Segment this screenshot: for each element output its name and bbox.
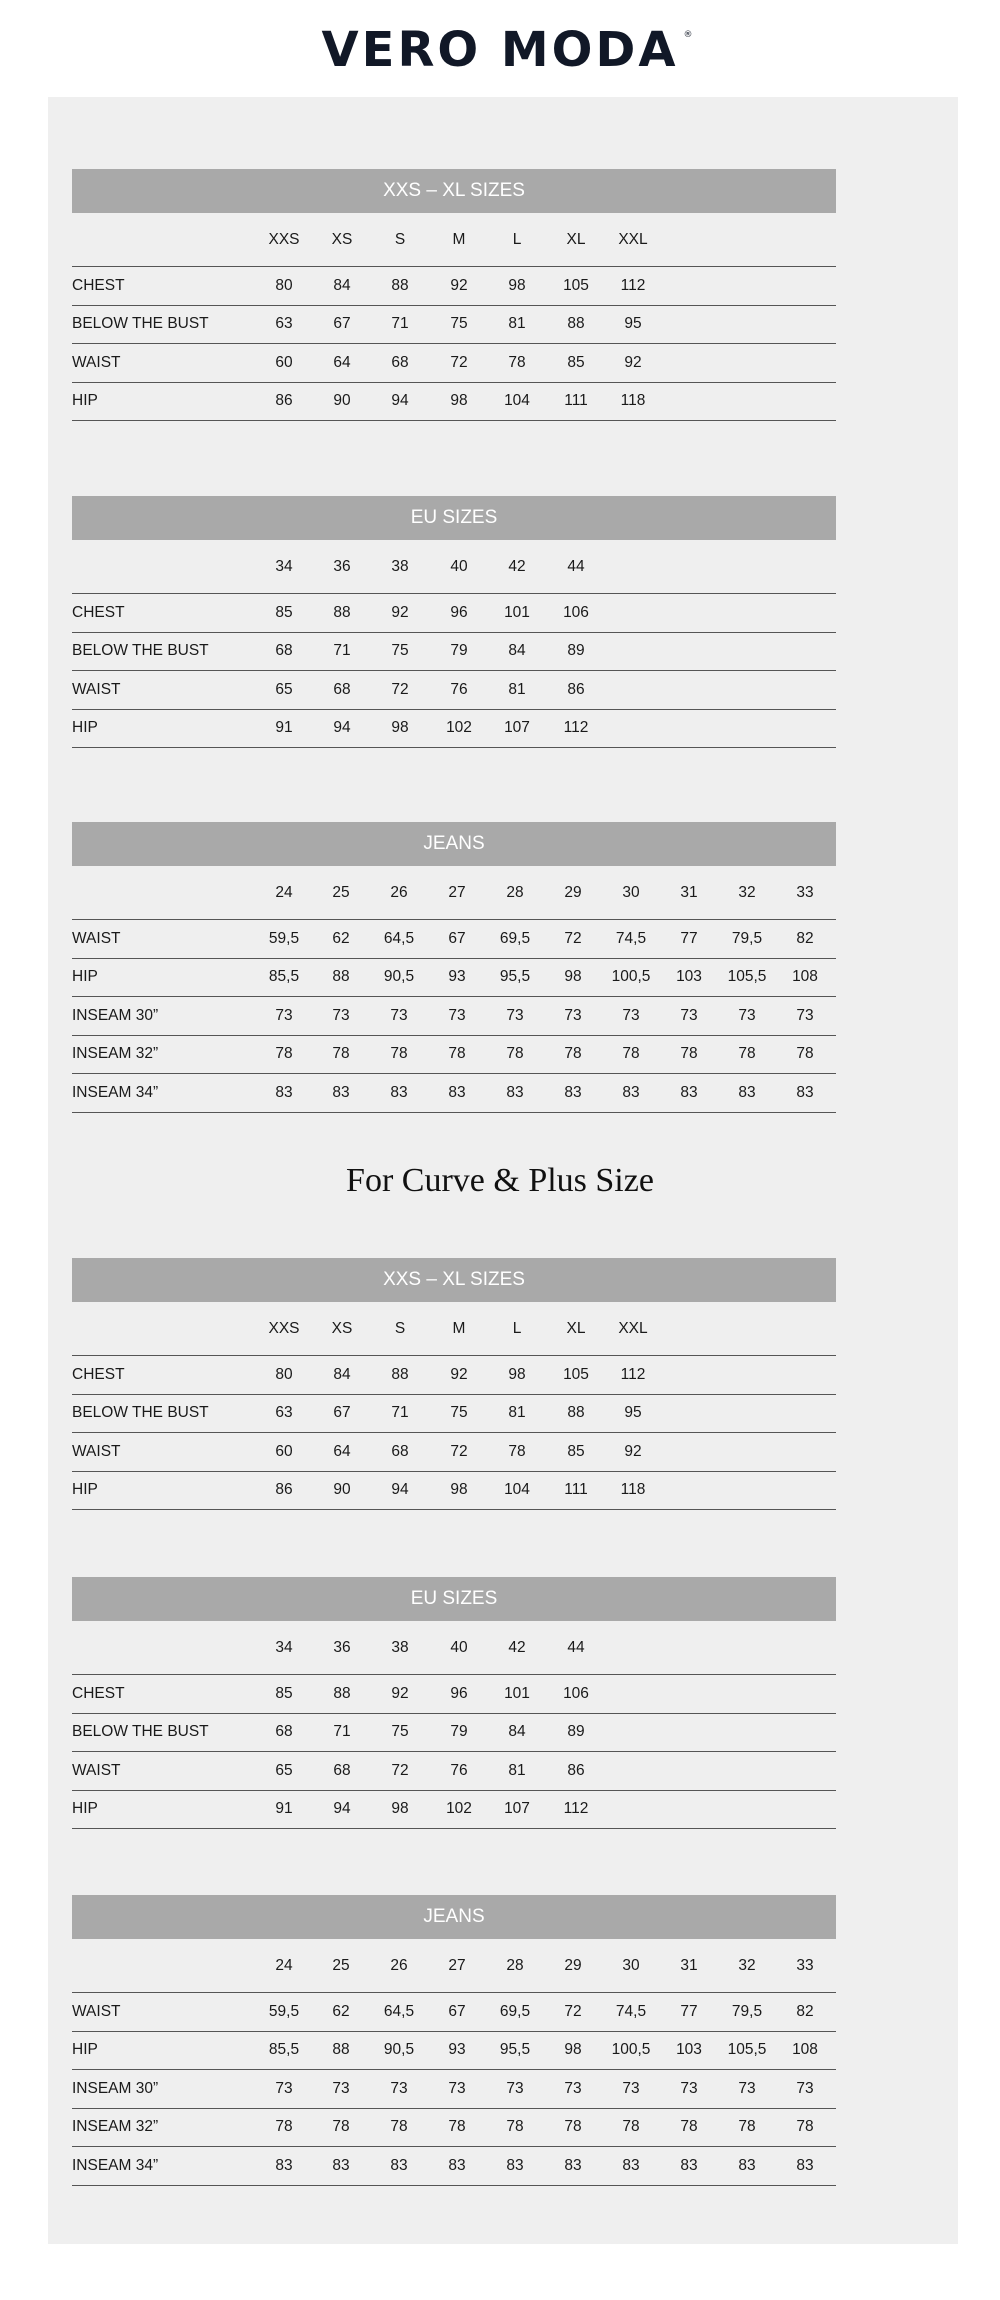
size-table — [72, 1258, 836, 1510]
table-title: JEANS — [72, 1895, 836, 1939]
size-table — [72, 169, 836, 421]
table-title: XXS – XL SIZES — [72, 169, 836, 213]
table-row: CHEST 85 88 92 96 101 106 — [72, 1675, 836, 1714]
row-label: CHEST — [72, 1365, 125, 1383]
row-label: INSEAM 30” — [72, 1006, 159, 1024]
table-row: INSEAM 30” 73 73 73 73 73 73 73 73 73 73 — [72, 997, 836, 1036]
table-row: CHEST 80 84 88 92 98 105 112 — [72, 1356, 836, 1395]
table-title: EU SIZES — [72, 496, 836, 540]
row-label: WAIST — [72, 680, 121, 698]
table-row: HIP 85,5 88 90,5 93 95,5 98 100,5 103 105,5 108 — [72, 959, 836, 998]
table-title: XXS – XL SIZES — [72, 1258, 836, 1302]
table-header-row: XXS XS S M L XL XXL — [72, 1302, 836, 1356]
table-row: WAIST 65 68 72 76 81 86 — [72, 671, 836, 710]
table-row: WAIST 60 64 68 72 78 85 92 — [72, 344, 836, 383]
size-table — [72, 496, 836, 748]
row-label: INSEAM 34” — [72, 2156, 159, 2174]
row-label: CHEST — [72, 603, 125, 621]
row-label: WAIST — [72, 2002, 121, 2020]
table-row: INSEAM 32” 78 78 78 78 78 78 78 78 78 78 — [72, 2109, 836, 2148]
row-label: BELOW THE BUST — [72, 1404, 209, 1422]
row-label: WAIST — [72, 1761, 121, 1779]
row-label: BELOW THE BUST — [72, 315, 209, 333]
row-label: CHEST — [72, 1684, 125, 1702]
row-label: BELOW THE BUST — [72, 1723, 209, 1741]
table-header-row: 34 36 38 40 42 44 — [72, 1621, 836, 1675]
table-row: INSEAM 32” 78 78 78 78 78 78 78 78 78 78 — [72, 1036, 836, 1075]
table-header-row: 34 36 38 40 42 44 — [72, 540, 836, 594]
row-label: HIP — [72, 1481, 98, 1499]
table-row: HIP 91 94 98 102 107 112 — [72, 710, 836, 749]
table-header-row: 24 25 26 27 28 29 30 31 32 33 — [72, 866, 836, 920]
row-label: INSEAM 34” — [72, 1083, 159, 1101]
table-row: WAIST 59,5 62 64,5 67 69,5 72 74,5 77 79,5 82 — [72, 920, 836, 959]
table-header-row: 24 25 26 27 28 29 30 31 32 33 — [72, 1939, 836, 1993]
table-title: JEANS — [72, 822, 836, 866]
size-table — [72, 822, 836, 1113]
row-label: WAIST — [72, 1442, 121, 1460]
registered-mark: ® — [683, 30, 693, 40]
table-row: BELOW THE BUST 63 67 71 75 81 88 95 — [72, 1395, 836, 1434]
row-label: INSEAM 32” — [72, 2118, 159, 2136]
table-row: BELOW THE BUST 63 67 71 75 81 88 95 — [72, 306, 836, 345]
row-label: WAIST — [72, 353, 121, 371]
table-row: WAIST 65 68 72 76 81 86 — [72, 1752, 836, 1791]
brand-logo — [0, 22, 1000, 78]
row-label: BELOW THE BUST — [72, 642, 209, 660]
table-row: WAIST 60 64 68 72 78 85 92 — [72, 1433, 836, 1472]
table-row: HIP 85,5 88 90,5 93 95,5 98 100,5 103 105,5 108 — [72, 2032, 836, 2071]
row-label: INSEAM 32” — [72, 1045, 159, 1063]
table-row: INSEAM 34” 83 83 83 83 83 83 83 83 83 83 — [72, 1074, 836, 1113]
row-label: INSEAM 30” — [72, 2079, 159, 2097]
table-row: INSEAM 30” 73 73 73 73 73 73 73 73 73 73 — [72, 2070, 836, 2109]
curve-plus-heading: For Curve & Plus Size — [346, 1162, 654, 1199]
table-row: BELOW THE BUST 68 71 75 79 84 89 — [72, 1714, 836, 1753]
brand-name: VERO MODA ® — [321, 22, 693, 78]
table-title: EU SIZES — [72, 1577, 836, 1621]
row-label: CHEST — [72, 276, 125, 294]
row-label: HIP — [72, 1800, 98, 1818]
row-label: HIP — [72, 968, 98, 986]
row-label: WAIST — [72, 929, 121, 947]
table-row: CHEST 85 88 92 96 101 106 — [72, 594, 836, 633]
table-row: HIP 86 90 94 98 104 111 118 — [72, 383, 836, 422]
table-row: INSEAM 34” 83 83 83 83 83 83 83 83 83 83 — [72, 2147, 836, 2186]
row-label: HIP — [72, 392, 98, 410]
table-row: HIP 91 94 98 102 107 112 — [72, 1791, 836, 1830]
table-row: WAIST 59,5 62 64,5 67 69,5 72 74,5 77 79,5 82 — [72, 1993, 836, 2032]
size-table — [72, 1577, 836, 1829]
table-header-row: XXS XS S M L XL XXL — [72, 213, 836, 267]
table-row: BELOW THE BUST 68 71 75 79 84 89 — [72, 633, 836, 672]
table-row: HIP 86 90 94 98 104 111 118 — [72, 1472, 836, 1511]
table-row: CHEST 80 84 88 92 98 105 112 — [72, 267, 836, 306]
size-table — [72, 1895, 836, 2186]
row-label: HIP — [72, 2041, 98, 2059]
row-label: HIP — [72, 719, 98, 737]
